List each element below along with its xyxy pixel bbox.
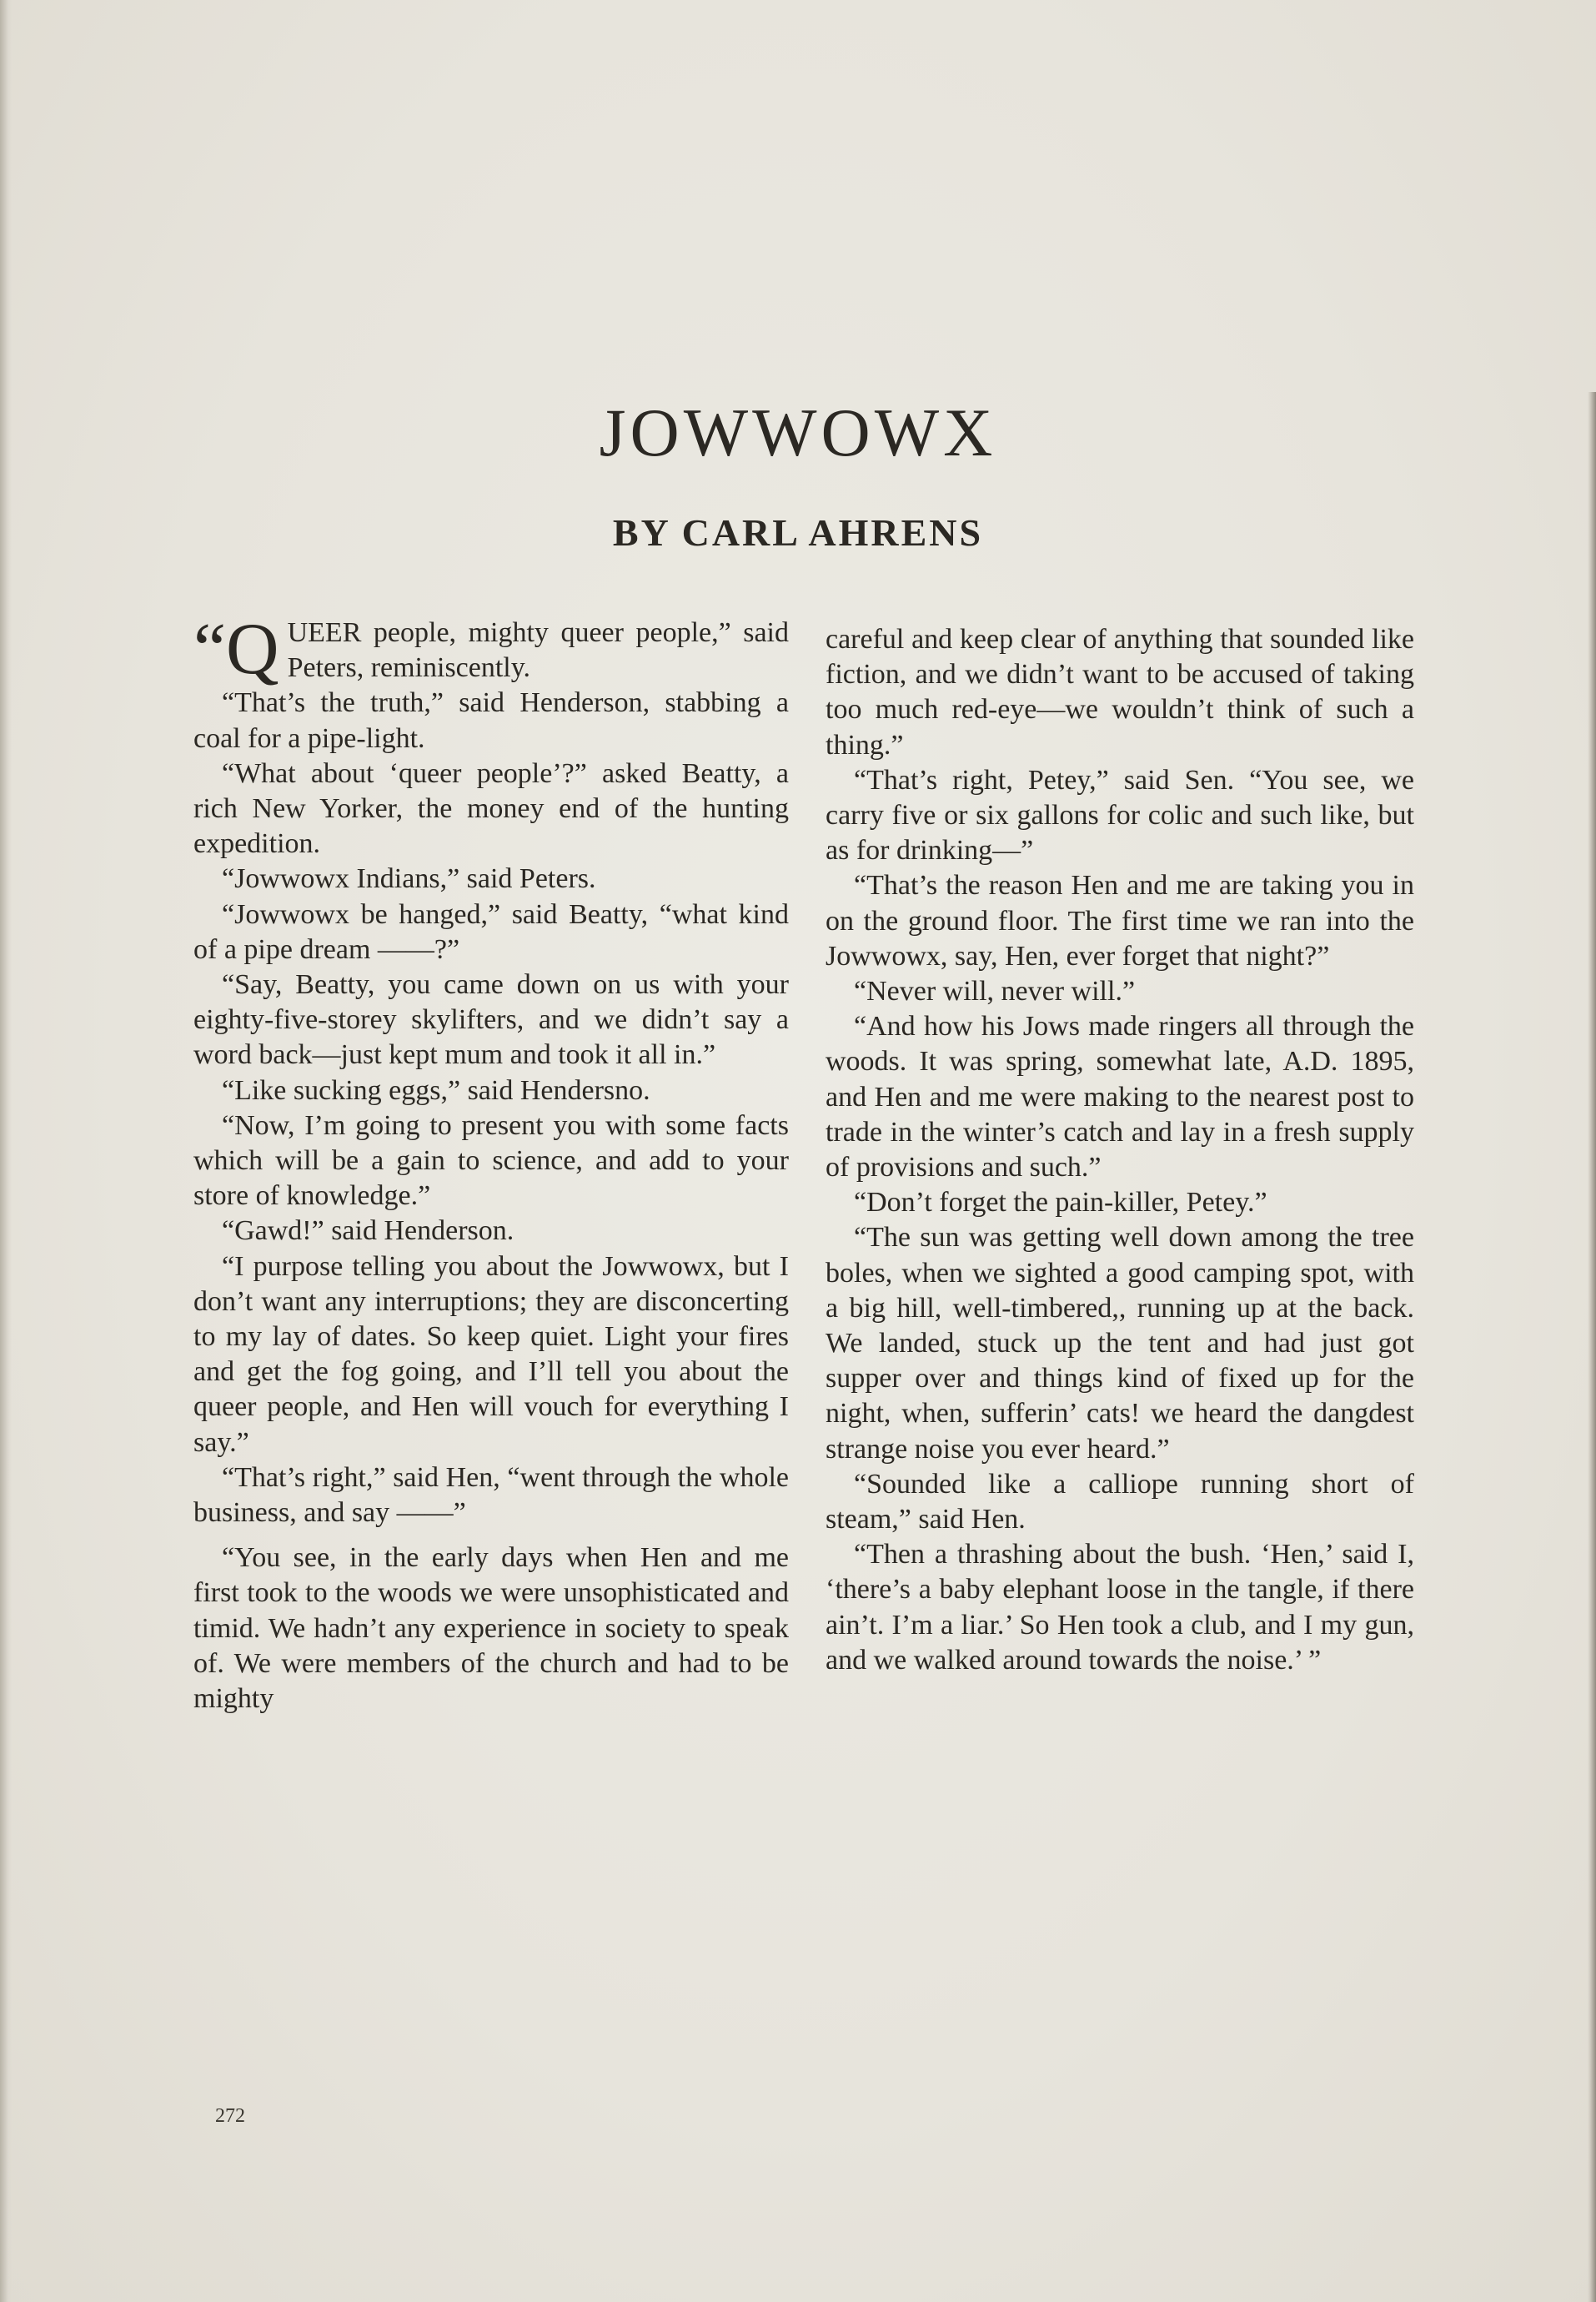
page-left-edge [0,0,12,2302]
paragraph: “Never will, never will.” [854,976,1136,1008]
paragraph-continued: careful and keep clear of anything that sounded like fiction, and we didn’t want to be accused of taking too much red-eye—we wouldn’t think of such a thing.” [826,624,1414,761]
text-column-left [193,609,789,1716]
text-column-right [826,622,1414,1678]
paragraph: “Say, Beatty, you came down on us with your eighty-five-storey skylifters, and we didn’t say a word back—just kept mum and took it all in.” [193,969,789,1071]
paragraph: “What about ‘queer people’?” asked Beatty, a rich New Yorker, the money end of the hunting expedition. [193,757,789,860]
paragraph: “Then a thrashing about the bush. ‘Hen,’ said I, ‘there’s a baby elephant loose in the tangle, if there ain’t. I’m a liar.’ So Hen took a club, and I my gun, and we walked around towards the noise.’ ” [826,1539,1414,1676]
paragraph: “That’s right, Petey,” said Sen. “You see, we carry five or six gallons for colic and such like, but as for drinking—” [826,764,1414,867]
paragraph-opening [193,609,789,690]
paragraph: “Jowwowx be hanged,” said Beatty, “what kind of a pipe dream ——?” [193,898,789,965]
paragraph: “Like sucking eggs,” said Hendersno. [222,1074,650,1106]
paragraph: “And how his Jows made ringers all through the woods. It was spring, somewhat late, A.D. 1895, and Hen and me were making to the nearest post to trade in the winter’s catch and lay in a fresh supply of provisions and such.” [826,1011,1414,1184]
paragraph: “Don’t forget the pain-killer, Petey.” [854,1187,1267,1219]
paragraph: “I purpose telling you about the Jowwowx, but I don’t want any interruptions; they are disconcerting to my lay of dates. So keep quiet. Light your fires and get the fog going, and I’ll tell you about the queer people, and Hen will vouch for everything I say.” [193,1250,789,1458]
opening-text: UEER people, mighty queer people,” said Peters, reminiscently. [287,617,789,684]
drop-cap: “Q [193,609,279,690]
page-right-edge [1588,392,1596,2302]
article-title: JOWWOWX [599,395,997,470]
article-byline: BY CARL AHRENS [612,511,984,554]
paragraph: “That’s the reason Hen and me are taking you in on the ground floor. The first time we ran into the Jowwowx, say, Hen, ever forget that night?” [826,870,1414,972]
paragraph: “Sounded like a calliope running short of steam,” said Hen. [826,1468,1414,1536]
paragraph: “Gawd!” said Henderson. [222,1215,514,1247]
page-number: 272 [215,2105,245,2127]
paragraph: “The sun was getting well down among the tree boles, when we sighted a good camping spot, with a big hill, well-timbered,, running up at the back. We landed, stuck up the tent and had just got supper over and things kind of fixed up for the night, when, sufferin’ cats! we heard the dangdest strange noise you ever heard.” [826,1222,1414,1465]
paragraph: “That’s the truth,” said Henderson, stabbing a coal for a pipe-light. [193,687,789,754]
paragraph: “You see, in the early days when Hen and me first took to the woods we were unsophisticated and timid. We hadn’t any experience in society to speak of. We were members of the church and had to be mighty [193,1542,789,1715]
paragraph: “Jowwowx Indians,” said Peters. [222,863,596,895]
paragraph: “Now, I’m going to present you with some facts which will be a gain to science, and add to your store of knowledge.” [193,1109,789,1212]
paragraph: “That’s right,” said Hen, “went through the whole business, and say ——” [193,1461,789,1529]
